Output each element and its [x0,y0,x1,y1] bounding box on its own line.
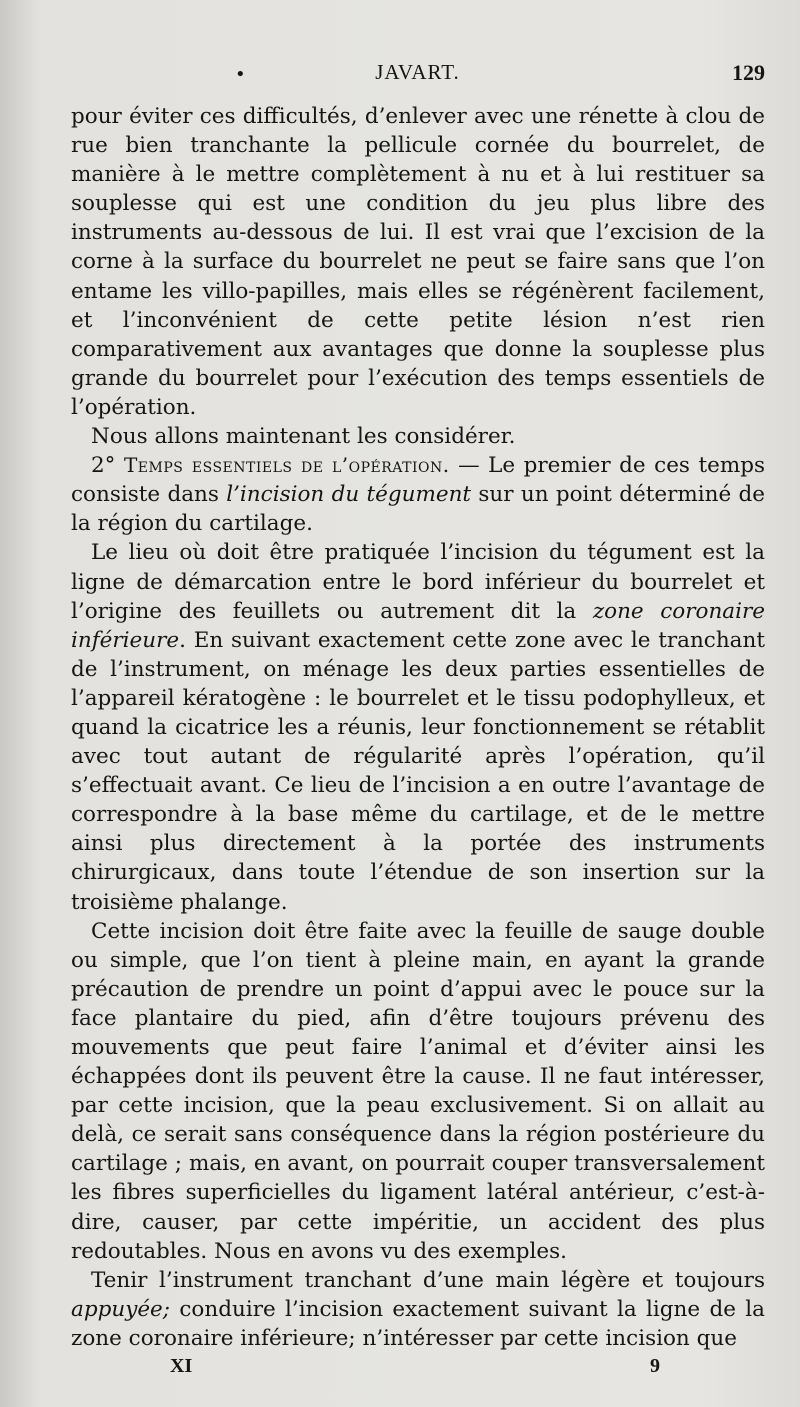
paragraph-3-text-b: sur un point déterminé de la région du cartilage. [71,482,765,537]
section-heading: Temps essentiels de l’opération. [123,453,450,478]
paragraph-4-italic: zone coronaire inférieure [71,598,765,653]
paragraph-1: pour éviter ces difficultés, d’enlever avec une rénette à clou de rue bien tranchante la pellicule cornée du bourrelet, de manière à le mettre complètement à nu et à lui restituer sa souplesse qui est une condition du jeu plus libre des instruments au-dessous de lui. Il est vrai que l’excision de la corne à la surface du bourrelet ne peut se faire sans que l’on entame les villo-papilles, mais elles se régénèrent facilement, et l’inconvénient de cette petite lésion n’est rien comparativement aux avantages que donne la souplesse plus grande du bourrelet pour l’exécution des temps essentiels de l’opération. [71,104,765,420]
paragraph-3 [71,451,765,538]
paragraph-5: Cette incision doit être faite avec la feuille de sauge double ou simple, que l’on tient à pleine main, en ayant la grande précaution de prendre un point d’appui avec le pouce sur la face plantaire du pied, afin d’être toujours prévenu des mouvements que peut faire l’animal et d’éviter ainsi les échappées dont ils peuvent être la cause. Il ne faut intéresser, par cette incision, que la peau exclusivement. Si on allait au delà, ce serait sans conséquence dans la région postérieure du cartilage ; mais, en avant, on pourrait couper transversalement les fibres superficielles du ligament latéral antérieur, c’est-à-dire, causer, par cette impéritie, un accident des plus redoutables. Nous en avons vu des exemples. [71,918,765,1264]
paragraph-6-text-b: conduire l’incision exactement suivant la ligne de la zone coronaire inférieure; n’intéresser par cette incision que [71,1296,765,1351]
running-title: JAVART. [375,60,460,84]
paragraph-4-text-a: Le lieu où doit être pratiquée l’incision du tégument est la ligne de démarcation entre le bord inférieur du bourrelet et l’origine des feuillets ou autrement dit la [71,540,765,624]
paragraph-4 [71,538,765,916]
paragraph-3-text-a: — Le premier de ces temps consiste dans [71,453,765,508]
section-number: 2° [91,453,116,479]
sheet-number: 9 [650,1355,660,1377]
paragraph-6-italic: appuyée; [71,1296,171,1322]
paragraph-6 [71,1266,765,1353]
signature-mark: XI [170,1355,193,1377]
body-text [71,102,765,1353]
paragraph-6-text-a: Tenir l’instrument tranchant d’une main légère et toujours [91,1267,765,1293]
page-footer [70,1355,765,1385]
paragraph-2: Nous allons maintenant les considérer. [91,424,516,450]
paragraph-4-text-b: . En suivant exactement cette zone avec le tranchant de l’instrument, on ménage les deux parties essentielles de l’appareil kératogène : le bourrelet et le tissu podophylleux, et quand la cicatrice les a réunis, leur fonctionnement se rétablit avec tout autant de régularité après l’opération, qu’il s’effectuait avant. Ce lieu de l’incision a en outre l’avantage de correspondre à la base même du cartilage, et de le mettre ainsi plus directement à la portée des instruments chirurgicaux, dans toute l’étendue de son insertion sur la troisième phalange. [71,627,765,915]
page-header [70,60,765,94]
page-number: 129 [732,60,765,85]
paragraph-3-italic: l’incision du tégument [226,482,472,508]
header-ornament: • [235,64,246,85]
